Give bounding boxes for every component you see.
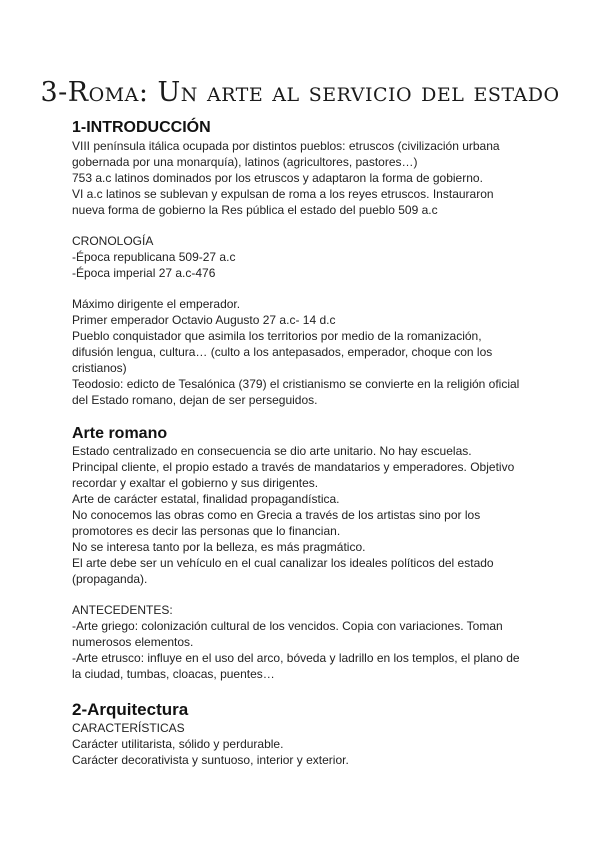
text-line: No se interesa tanto por la belleza, es más pragmático. [72,540,366,554]
text-line: Teodosio: edicto de Tesalónica (379) el cristianismo se convierte en la religión oficial [72,377,520,391]
text-line: Primer emperador Octavio Augusto 27 a.c- 14 d.c [72,313,336,327]
text-line: difusión lengua, cultura… (culto a los antepasados, emperador, choque con los [72,345,493,359]
text-line: gobernada por una monarquía), latinos (agricultores, pastores…) [72,155,418,169]
page-title: 3-Roma: Un arte al servicio del estado [40,77,560,108]
heading-arquitectura: 2-Arquitectura [72,700,189,719]
text-line: cristianos) [72,361,127,375]
text-line: Máximo dirigente el emperador. [72,297,241,311]
text-line: Estado centralizado en consecuencia se dio arte unitario. No hay escuelas. [72,444,472,458]
text-line: VI a.c latinos se sublevan y expulsan de roma a los reyes etruscos. Instauraron [72,187,494,201]
text-line: -Época republicana 509-27 a.c [72,250,236,264]
intro-paragraph [72,138,542,218]
text-line: recordar y exaltar el gobierno y sus dirigentes. [72,476,319,490]
text-line: No conocemos las obras como en Grecia a través de los artistas sino por los [72,508,481,522]
text-line: Carácter decorativista y suntuoso, interior y exterior. [72,753,349,767]
chronology-block [72,233,542,281]
text-line: CARACTERÍSTICAS [72,721,185,735]
text-line: ANTECEDENTES: [72,603,173,617]
text-line: -Época imperial 27 a.c-476 [72,266,216,280]
text-line: promotores es decir las personas que lo financian. [72,524,341,538]
text-line: -Arte griego: colonización cultural de los vencidos. Copia con variaciones. Toman [72,619,503,633]
text-line: -Arte etrusco: influye en el uso del arco, bóveda y ladrillo en los templos, el plano de [72,651,520,665]
heading-arte-romano: Arte romano [72,425,168,442]
text-line: Carácter utilitarista, sólido y perdurable. [72,737,284,751]
arte-romano-paragraph [72,443,542,587]
heading-introduccion: 1-INTRODUCCIÓN [72,119,211,136]
text-line: la ciudad, tumbas, cloacas, puentes… [72,667,275,681]
text-line: Principal cliente, el propio estado a través de mandatarios y emperadores. Objetivo [72,460,515,474]
text-line: VIII península itálica ocupada por distintos pueblos: etruscos (civilización urbana [72,139,500,153]
text-line: numerosos elementos. [72,635,194,649]
text-line: El arte debe ser un vehículo en el cual canalizar los ideales políticos del estado [72,556,494,570]
text-line: Pueblo conquistador que asimila los territorios por medio de la romanización, [72,329,482,343]
text-line: nueva forma de gobierno la Res pública el estado del pueblo 509 a.c [72,203,438,217]
emperor-paragraph [72,296,542,408]
text-line: (propaganda). [72,572,148,586]
text-line: CRONOLOGÍA [72,234,154,248]
text-line: 753 a.c latinos dominados por los etruscos y adaptaron la forma de gobierno. [72,171,483,185]
antecedentes-block [72,602,542,682]
text-line: del Estado romano, dejan de ser perseguidos. [72,393,318,407]
text-line: Arte de carácter estatal, finalidad propagandística. [72,492,340,506]
arquitectura-block [72,720,542,768]
